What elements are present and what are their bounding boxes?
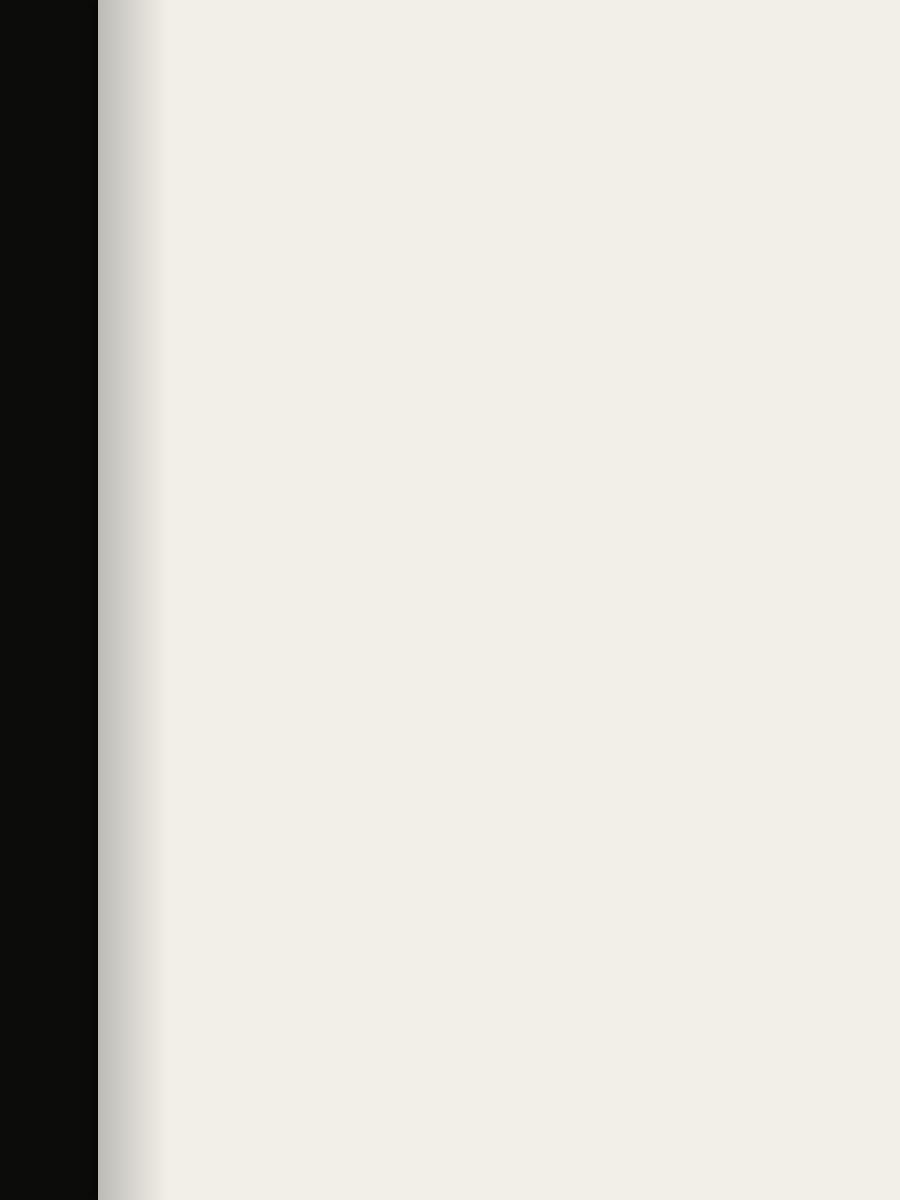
page-gutter-shadow — [98, 0, 168, 1200]
book-page — [98, 0, 900, 1200]
